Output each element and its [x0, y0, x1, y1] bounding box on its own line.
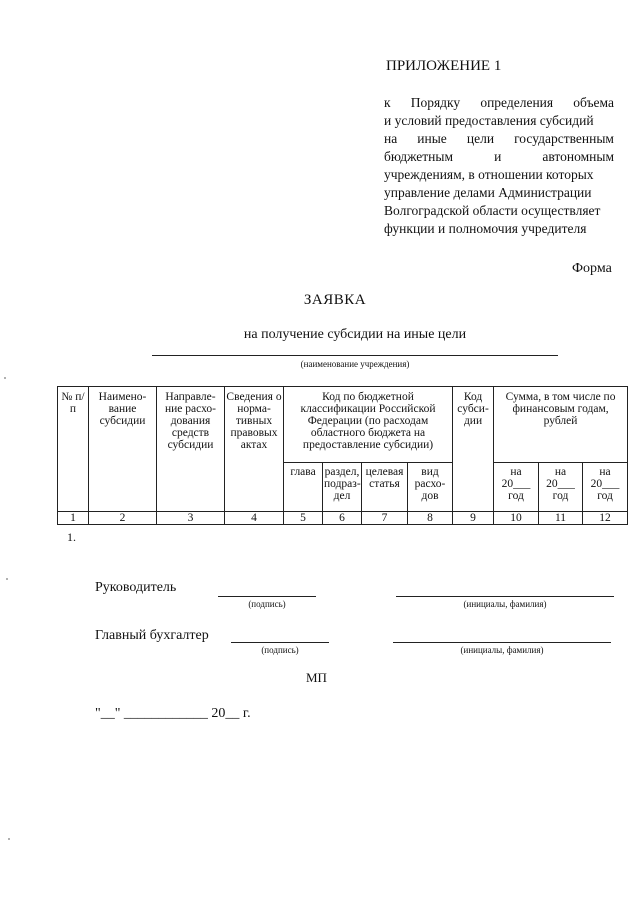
appendix-line-4: бюджетным и автономным — [384, 149, 614, 164]
col-number-9: 9 — [453, 512, 494, 525]
subheader-chapter: глава — [284, 463, 323, 512]
accountant-name-caption: (инициалы, фамилия) — [460, 645, 544, 655]
appendix-line-7: Волгоградской области осуществляет — [384, 203, 601, 218]
subheader-section: раздел, подраз-дел — [323, 463, 362, 512]
year-cell-2[interactable]: на 20___ год — [539, 463, 583, 512]
appendix-line-5: учреждениям, в отношении которых — [384, 167, 594, 182]
col-number-12: 12 — [583, 512, 628, 525]
col-header-subsidy-code: Код субси-дии — [453, 387, 494, 512]
appendix-title: ПРИЛОЖЕНИЕ 1 — [386, 58, 502, 74]
subheader-target: целевая статья — [362, 463, 408, 512]
head-signature-line[interactable] — [218, 596, 316, 597]
col-header-budget-code: Код по бюджетной классификации Российской Федерации (по расходам областного бюджета на предоставление субсидии) — [284, 387, 453, 463]
appendix-line-2: и условий предоставления субсидий — [384, 113, 594, 128]
head-signature-caption: (подпись) — [248, 599, 286, 609]
col-number-3: 3 — [157, 512, 225, 525]
accountant-signature-caption: (подпись) — [261, 645, 299, 655]
institution-caption: (наименование учреждения) — [300, 359, 410, 369]
date-line[interactable]: "__" ____________ 20__ г. — [95, 706, 251, 721]
col-number-4: 4 — [225, 512, 284, 525]
col-header-no: № п/п — [58, 387, 89, 512]
row-number: 1. — [67, 530, 76, 544]
accountant-label: Главный бухгалтер — [95, 628, 209, 643]
appendix-body — [384, 94, 614, 238]
year-cell-3[interactable]: на 20___ год — [583, 463, 628, 512]
col-number-6: 6 — [323, 512, 362, 525]
head-label: Руководитель — [95, 580, 177, 595]
document-heading: ЗАЯВКА — [303, 292, 367, 308]
col-header-direction: Направле-ние расхо-дования средств субсидии — [157, 387, 225, 512]
year-cell-1[interactable]: на 20___ год — [494, 463, 539, 512]
subsidy-request-table — [57, 386, 628, 525]
appendix-line-6: управление делами Администрации — [384, 185, 592, 200]
appendix-line-8: функции и полномочия учредителя — [384, 221, 587, 236]
institution-name-line[interactable] — [152, 355, 558, 356]
col-header-acts: Сведения о норма-тивных правовых актах — [225, 387, 284, 512]
document-subheading: на получение субсидии на иные цели — [243, 327, 467, 342]
appendix-line-3: на иные цели государственным — [384, 131, 614, 146]
col-header-name: Наимено-вание субсидии — [89, 387, 157, 512]
stamp-placeholder: МП — [306, 670, 327, 685]
form-label: Форма — [572, 261, 612, 276]
col-number-2: 2 — [89, 512, 157, 525]
col-number-5: 5 — [284, 512, 323, 525]
col-number-11: 11 — [539, 512, 583, 525]
col-number-7: 7 — [362, 512, 408, 525]
appendix-line-1: к Порядку определения объема — [384, 95, 614, 110]
head-name-line[interactable] — [396, 596, 614, 597]
scan-speck — [6, 578, 8, 580]
scan-speck — [8, 838, 10, 840]
accountant-name-line[interactable] — [393, 642, 611, 643]
accountant-signature-line[interactable] — [231, 642, 329, 643]
col-number-8: 8 — [408, 512, 453, 525]
col-number-1: 1 — [58, 512, 89, 525]
subheader-expense-type: вид расхо-дов — [408, 463, 453, 512]
head-name-caption: (инициалы, фамилия) — [463, 599, 547, 609]
col-number-10: 10 — [494, 512, 539, 525]
col-header-sum: Сумма, в том числе по финансовым годам, рублей — [494, 387, 628, 463]
scan-speck — [4, 377, 6, 379]
